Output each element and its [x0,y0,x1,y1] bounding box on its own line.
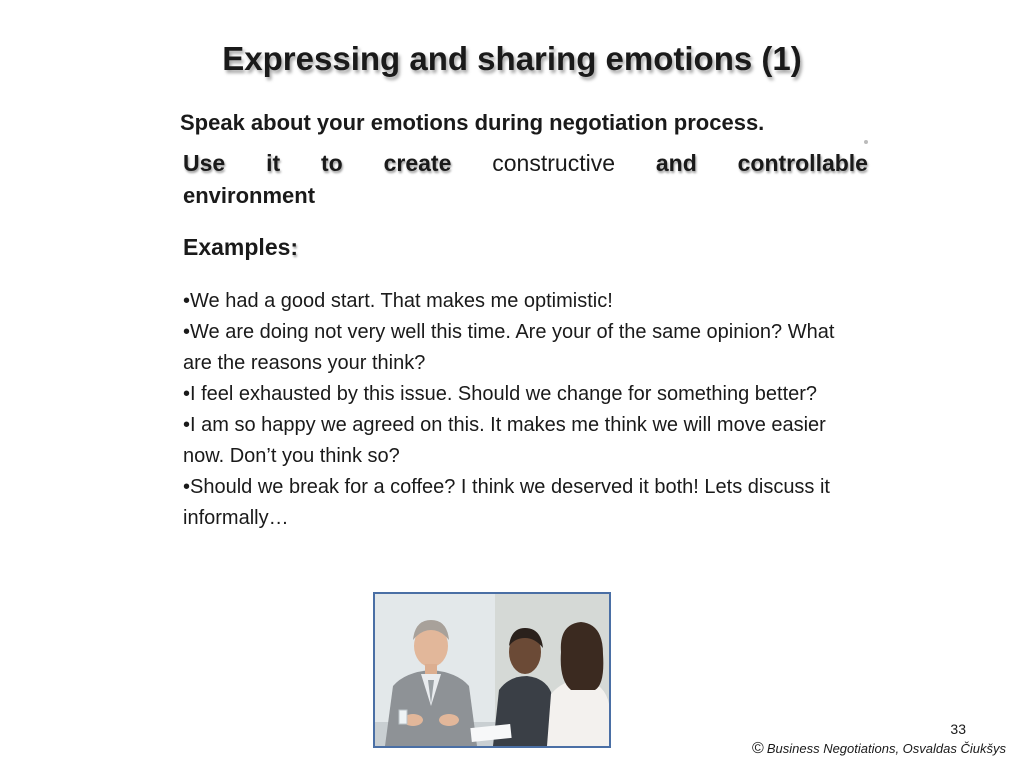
list-item: •We had a good start. That makes me optimistic! [183,290,613,312]
list-item: •We are doing not very well this time. Are your of the same opinion? What are the reasons your think? [183,321,835,374]
examples-heading [183,234,298,261]
page-number: 33 [950,721,966,737]
meeting-photo [373,592,611,748]
use-word: Use [183,150,226,176]
copyright-text: Business Negotiations, Osvaldas Čiukšys [766,741,1006,756]
copyright-footer [752,740,1006,758]
meeting-photo-icon [375,594,609,746]
to-word: to [321,150,343,176]
list-item: •I feel exhausted by this issue. Should we change for something better? [183,383,818,405]
controllable-word: controllable [737,150,868,176]
examples-label: Examples [183,234,291,260]
list-item: •Should we break for a coffee? I think we deserved it both! Lets discuss it informally… [183,476,830,529]
slide-title: Expressing and sharing emotions (1) [222,40,802,77]
and-word: and [655,150,697,176]
environment-word: environment [183,183,316,208]
copyright-symbol: © [752,740,764,757]
it-word: it [266,150,281,176]
constructive-word: constructive [492,150,615,176]
list-item: •I am so happy we agreed on this. It makes me think we will move easier now. Don’t you think so? [183,414,826,467]
examples-list [183,286,863,534]
decorative-dot [864,140,868,144]
create-word: create [383,150,452,176]
slide-subtitle: Speak about your emotions during negotiation process. [180,110,765,135]
use-it-line [183,150,868,177]
examples-colon: : [290,234,299,260]
